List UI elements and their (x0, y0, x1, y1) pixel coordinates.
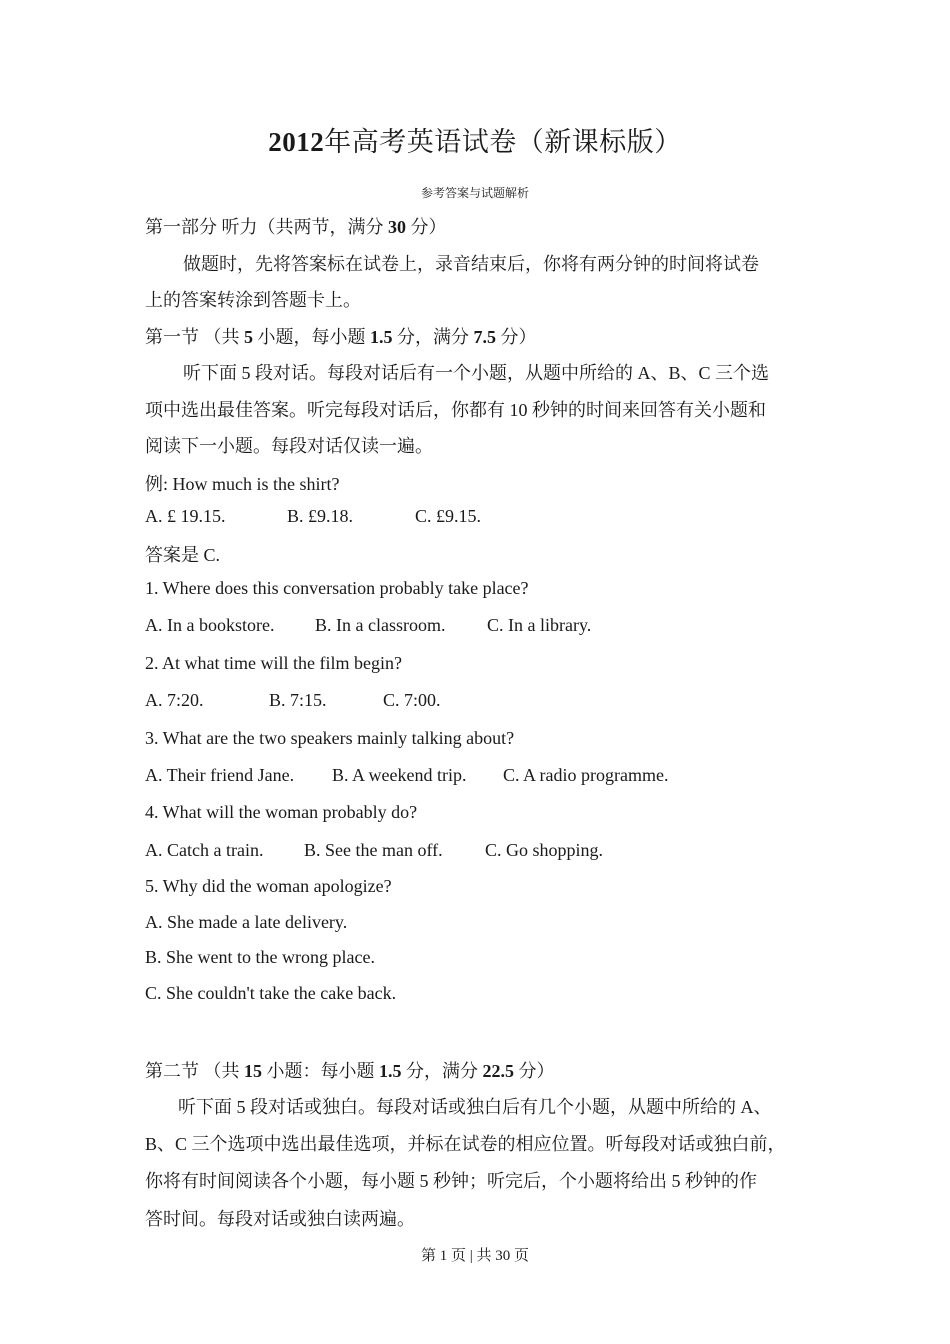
question-2-option-a: A. 7:20. (145, 690, 204, 710)
section1-heading-b: 小题，每小题 (253, 327, 370, 347)
question-1: 1. Where does this conversation probably take place? (145, 578, 529, 598)
section1-instruction-line1: 听下面 5 段对话。每段对话后有一个小题，从题中所给的 A、B、C 三个选 (183, 363, 770, 383)
section1-instruction-line3: 阅读下一小题。每段对话仅读一遍。 (145, 436, 433, 456)
question-2-option-c: C. 7:00. (383, 690, 441, 710)
section2-heading-a: 第二节 （共 (145, 1061, 244, 1081)
section1-total-score: 7.5 (473, 327, 496, 347)
section1-each-score: 1.5 (370, 327, 393, 347)
question-5: 5. Why did the woman apologize? (145, 876, 392, 896)
part1-heading-pre: 第一部分 听力（共两节，满分 (145, 217, 388, 237)
question-4-option-a: A. Catch a train. (145, 840, 264, 860)
example-answer: 答案是 C. (145, 545, 221, 565)
question-1-option-b: B. In a classroom. (315, 615, 446, 635)
section2-heading-c: 分，满分 (401, 1061, 483, 1081)
question-2: 2. At what time will the film begin? (145, 653, 402, 673)
part1-instruction-line2: 上的答案转涂到答题卡上。 (145, 290, 361, 310)
question-1-option-a: A. In a bookstore. (145, 615, 275, 635)
section1-heading-c: 分，满分 (392, 327, 474, 347)
section2-instruction-line1: 听下面 5 段对话或独白。每段对话或独白后有几个小题，从题中所给的 A、 (178, 1097, 772, 1117)
question-5-option-b: B. She went to the wrong place. (145, 947, 375, 967)
section2-instruction-line4: 答时间。每段对话或独白读两遍。 (145, 1209, 415, 1229)
section2-total-score: 22.5 (482, 1061, 514, 1081)
question-4-option-c: C. Go shopping. (485, 840, 604, 860)
page-title (0, 120, 950, 159)
section1-instruction-line2: 项中选出最佳答案。听完每段对话后，你都有 10 秒钟的时间来回答有关小题和 (145, 400, 766, 420)
question-3-option-c: C. A radio programme. (503, 765, 669, 785)
part1-instruction-line1: 做题时，先将答案标在试卷上，录音结束后，你将有两分钟的时间将试卷 (183, 254, 759, 274)
question-3-option-a: A. Their friend Jane. (145, 765, 295, 785)
section1-heading (145, 323, 537, 349)
title-year: 2012 (268, 127, 325, 157)
question-4: 4. What will the woman probably do? (145, 802, 418, 822)
section2-heading (145, 1057, 555, 1083)
section1-count: 5 (244, 327, 253, 347)
title-text: 年高考英语试卷（新课标版） (324, 127, 682, 157)
example-option-b: B. £9.18. (287, 506, 354, 526)
question-3-option-b: B. A weekend trip. (332, 765, 467, 785)
part1-heading-post: 分） (406, 217, 447, 237)
question-3: 3. What are the two speakers mainly talking about? (145, 728, 515, 748)
page-footer: 第 1 页 | 共 30 页 (420, 1248, 529, 1264)
part1-heading (145, 213, 447, 239)
question-4-option-b: B. See the man off. (304, 840, 443, 860)
example-option-a: A. £ 19.15. (145, 506, 226, 526)
section2-heading-d: 分） (514, 1061, 555, 1081)
part1-heading-score: 30 (388, 217, 406, 237)
section1-heading-a: 第一节 （共 (145, 327, 244, 347)
section2-instruction-line2: B、C 三个选项中选出最佳选项，并标在试卷的相应位置。听每段对话或独白前， (145, 1134, 786, 1154)
question-2-option-b: B. 7:15. (269, 690, 327, 710)
section2-instruction-line3: 你将有时间阅读各个小题，每小题 5 秒钟；听完后，个小题将给出 5 秒钟的作 (145, 1171, 757, 1191)
section1-heading-d: 分） (496, 327, 537, 347)
section2-count: 15 (244, 1061, 262, 1081)
question-5-option-c: C. She couldn't take the cake back. (145, 983, 397, 1003)
example-option-c: C. £9.15. (415, 506, 482, 526)
question-1-option-c: C. In a library. (487, 615, 592, 635)
question-5-option-a: A. She made a late delivery. (145, 912, 348, 932)
section2-each-score: 1.5 (379, 1061, 402, 1081)
section2-heading-b: 小题：每小题 (262, 1061, 379, 1081)
page-subtitle: 参考答案与试题解析 (420, 186, 529, 200)
example-question: 例: How much is the shirt? (145, 474, 340, 494)
